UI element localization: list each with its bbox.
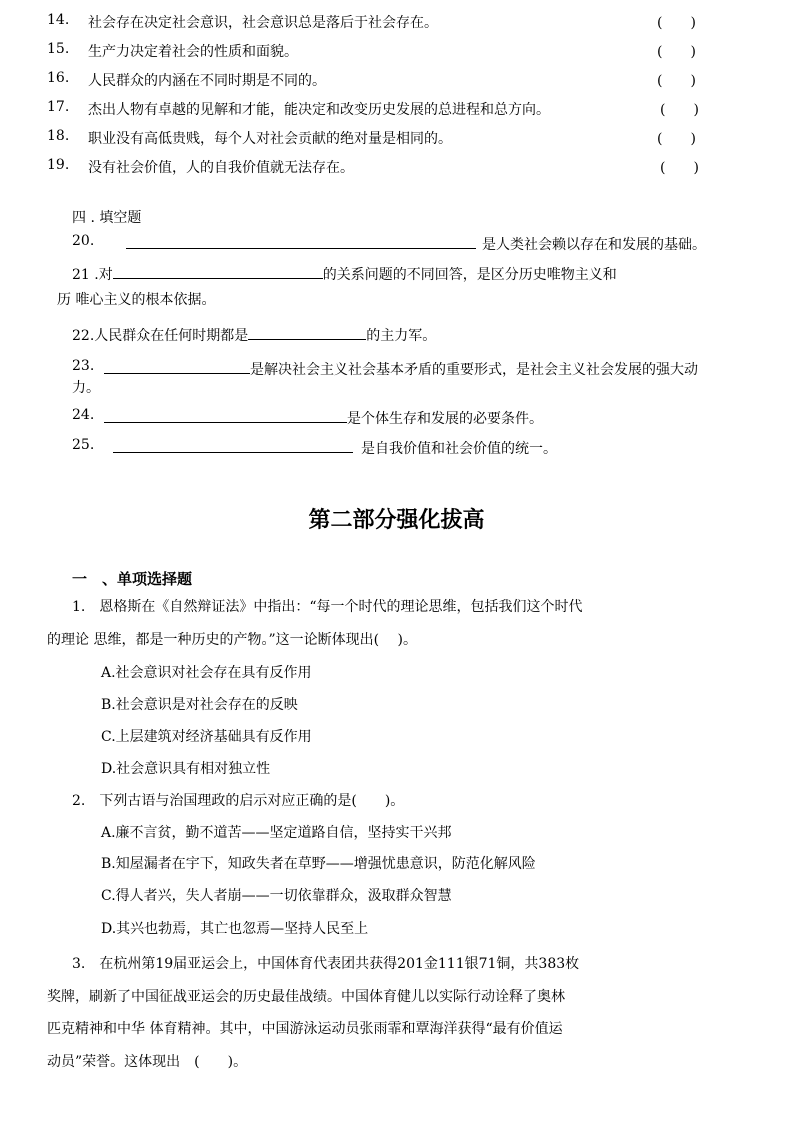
item-text-line2: 力。 — [72, 380, 100, 396]
item-number: 25. — [72, 437, 95, 453]
item-text: 没有社会价值，人的自我价值就无法存在。 — [88, 160, 354, 176]
item-text: 是自我价值和社会价值的统一。 — [361, 441, 557, 457]
question-text-line1: 3. 在杭州第19届亚运会上，中国体育代表团共获得201金111银71铜，共383枚 — [72, 956, 580, 972]
item-text: 是解决社会主义社会基本矛盾的重要形式，是社会主义社会发展的强大动 — [250, 362, 698, 378]
fill-section-heading: 四 . 填空题 — [72, 210, 142, 226]
item-text-after: 的主力军。 — [366, 328, 437, 344]
option-b[interactable]: B.知屋漏者在宇下，知政失者在草野——增强忧患意识，防范化解风险 — [101, 856, 536, 872]
question-text-line1: 1. 恩格斯在《自然辩证法》中指出：“每一个时代的理论思维，包括我们这个时代 — [72, 599, 583, 615]
item-text-before: 对 — [98, 267, 113, 283]
item-number: 18. — [47, 128, 70, 144]
option-d[interactable]: D.社会意识具有相对独立性 — [101, 761, 271, 777]
item-text: 杰出人物有卓越的见解和才能，能决定和改变历史发展的总进程和总方向。 — [88, 102, 550, 118]
item-text: 社会存在决定社会意识，社会意识总是落后于社会存在。 — [88, 15, 438, 31]
answer-parentheses[interactable]: ( ) — [660, 102, 699, 118]
question-text-line4: 动员”荣誉。这体现出 ( )。 — [47, 1054, 248, 1070]
item-text: 生产力决定着社会的性质和面貌。 — [88, 44, 298, 60]
question-text-line1: 2. 下列古语与治国理政的启示对应正确的是( )。 — [72, 793, 405, 809]
item-number: 14. — [47, 12, 70, 28]
answer-parentheses[interactable]: ( ) — [660, 160, 699, 176]
answer-parentheses[interactable]: ( ) — [657, 15, 696, 31]
item-number: 21 . — [72, 267, 99, 283]
answer-parentheses[interactable]: ( ) — [657, 44, 696, 60]
item-number: 23. — [72, 358, 95, 374]
option-b[interactable]: B.社会意识是对社会存在的反映 — [101, 697, 298, 713]
answer-blank[interactable] — [126, 233, 476, 249]
item-text: 职业没有高低贵贱，每个人对社会贡献的绝对量是相同的。 — [88, 131, 452, 147]
item-number: 24. — [72, 407, 95, 423]
question-text-line3: 匹克精神和中华 体育精神。其中，中国游泳运动员张雨霏和覃海洋获得“最有价值运 — [47, 1021, 563, 1037]
answer-blank[interactable] — [113, 263, 323, 279]
option-a[interactable]: A.廉不言贫，勤不道苦——坚定道路自信，坚持实干兴邦 — [101, 825, 452, 841]
question-text-line2: 奖牌，刷新了中国征战亚运会的历史最佳战绩。中国体育健儿以实际行动诠释了奥林 — [47, 989, 565, 1005]
option-c[interactable]: C.上层建筑对经济基础具有反作用 — [101, 729, 312, 745]
option-a[interactable]: A.社会意识对社会存在具有反作用 — [101, 665, 312, 681]
item-text-after: 的关系问题的不同回答，是区分历史唯物主义和 — [322, 267, 617, 283]
item-text: 人民群众的内涵在不同时期是不同的。 — [88, 73, 326, 89]
item-number: 16. — [47, 70, 70, 86]
item-number: 20. — [72, 233, 95, 249]
item-text-line2: 历 唯心主义的根本依据。 — [57, 292, 216, 308]
answer-parentheses[interactable]: ( ) — [657, 131, 696, 147]
answer-blank[interactable] — [113, 437, 353, 453]
option-c[interactable]: C.得人者兴，失人者崩——一切依靠群众，汲取群众智慧 — [101, 888, 452, 904]
item-number: 17. — [47, 99, 70, 115]
question-text-line2: 的理论 思维，都是一种历史的产物。”这一论断体现出( )。 — [47, 632, 417, 648]
answer-blank[interactable] — [104, 358, 250, 374]
item-number: 22. — [72, 328, 95, 344]
item-text: 是个体生存和发展的必要条件。 — [347, 411, 543, 427]
item-text-before: 人民群众在任何时期都是 — [94, 328, 249, 344]
item-text: 是人类社会赖以存在和发展的基础。 — [482, 237, 706, 253]
option-d[interactable]: D.其兴也勃焉，其亡也忽焉—坚持人民至上 — [101, 921, 369, 937]
item-number: 19. — [47, 157, 70, 173]
answer-blank[interactable] — [104, 407, 347, 423]
answer-blank[interactable] — [248, 324, 366, 340]
part-title: 第二部分强化拔高 — [308, 508, 485, 533]
answer-parentheses[interactable]: ( ) — [657, 73, 696, 89]
section-heading: 一 、单项选择题 — [72, 570, 193, 588]
item-number: 15. — [47, 41, 70, 57]
